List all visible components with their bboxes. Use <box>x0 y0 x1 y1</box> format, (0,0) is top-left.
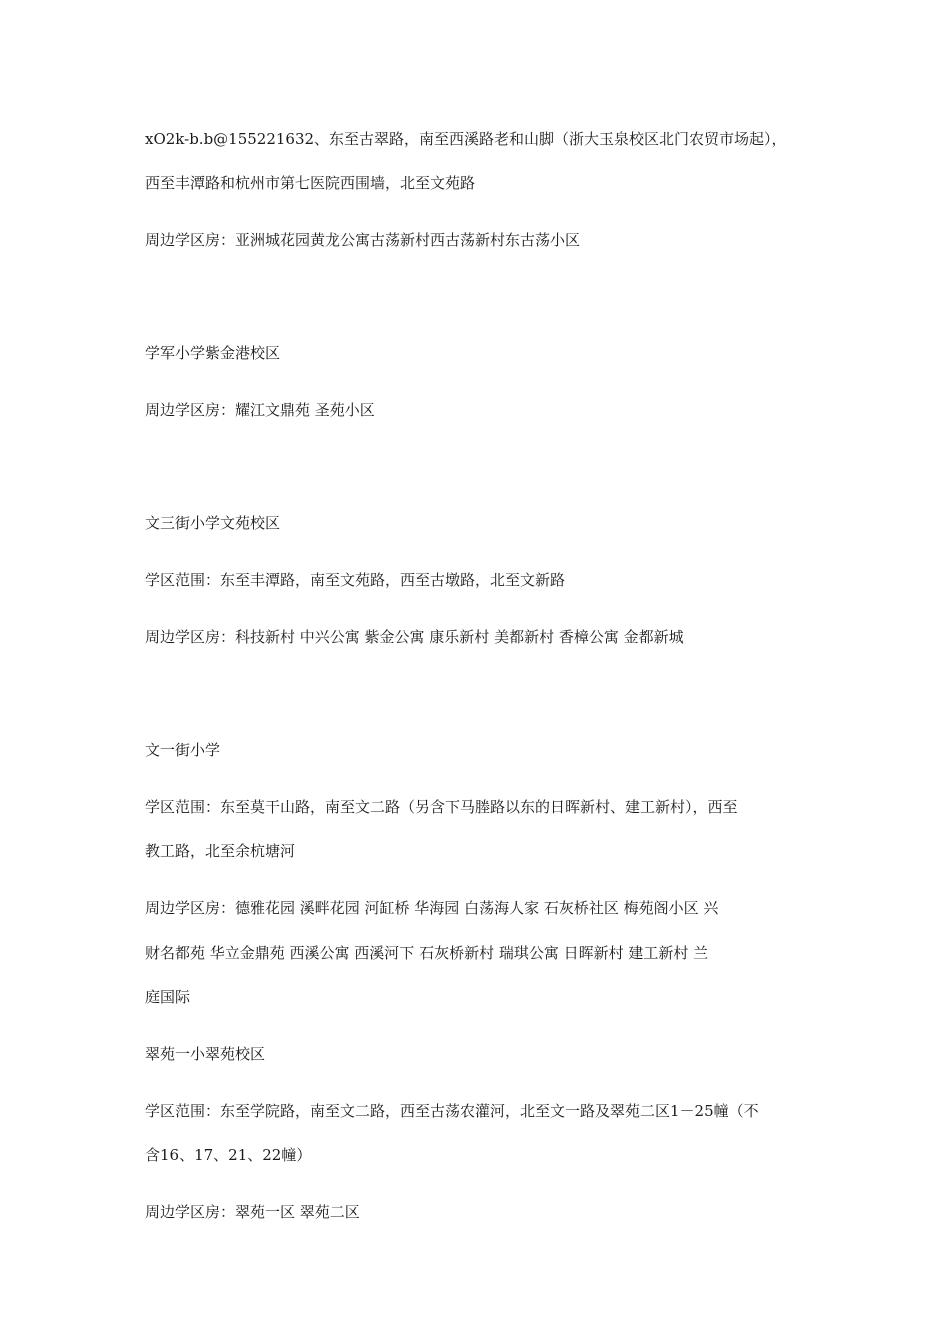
text-line: xO2k-b.b@155221632、东至古翠路，南至西溪路老和山脚（浙大玉泉校区北门农贸市场起）， <box>145 130 787 148</box>
text-line: 周边学区房：亚洲城花园黄龙公寓古荡新村西古荡新村东古荡小区 <box>145 231 581 249</box>
text-line: 周边学区房：翠苑一区 翠苑二区 <box>145 1203 360 1221</box>
text-line: 财名都苑 华立金鼎苑 西溪公寓 西溪河下 石灰桥新村 瑞琪公寓 日晖新村 建工新村 兰 <box>145 944 709 962</box>
text-line: 周边学区房：德雅花园 溪畔花园 河缸桥 华海园 白荡海人家 石灰桥社区 梅苑阁小区 兴 <box>145 899 719 917</box>
text-line: 学区范围：东至莫干山路，南至文二路（另含下马塍路以东的日晖新村、建工新村），西至 <box>145 798 738 816</box>
text-line: 西至丰潭路和杭州市第七医院西围墙，北至文苑路 <box>145 174 476 192</box>
school-heading: 文一街小学 <box>145 741 221 759</box>
school-heading: 学军小学紫金港校区 <box>145 344 281 362</box>
text-line: 教工路，北至余杭塘河 <box>145 842 296 860</box>
text-line: 周边学区房：科技新村 中兴公寓 紫金公寓 康乐新村 美都新村 香樟公寓 金都新城 <box>145 628 684 646</box>
text-line: 含16、17、21、22幢） <box>145 1146 312 1164</box>
text-line: 学区范围：东至学院路，南至文二路，西至古荡农灌河，北至文一路及翠苑二区1－25幢（不 <box>145 1102 759 1120</box>
school-heading: 翠苑一小翠苑校区 <box>145 1045 266 1063</box>
text-line: 周边学区房：耀江文鼎苑 圣苑小区 <box>145 401 375 419</box>
text-line: 学区范围：东至丰潭路，南至文苑路，西至古墩路，北至文新路 <box>145 571 566 589</box>
school-heading: 文三街小学文苑校区 <box>145 514 281 532</box>
text-line: 庭国际 <box>145 988 191 1006</box>
